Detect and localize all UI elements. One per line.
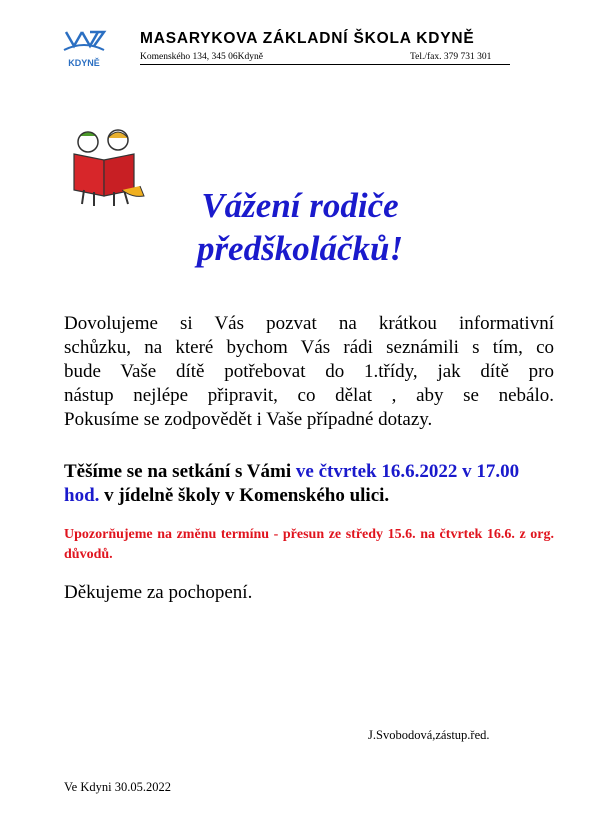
meeting-details — [64, 460, 554, 508]
paragraph-line: nástup nejlépe připravit, co dělat , aby se nebálo. — [64, 385, 554, 406]
greeting-line-2: předškoláčků! — [196, 229, 404, 268]
meeting-location: v jídelně školy v Komenského ulici. — [99, 485, 390, 506]
school-phone: Tel./fax. 379 731 301 — [410, 52, 492, 62]
greeting-line-1: Vážení rodiče — [201, 186, 399, 225]
paragraph-line: Pokusíme se zodpovědět i Vaše případné dotazy. — [64, 409, 433, 430]
meeting-text-start: Těšíme se na setkání s Vámi — [64, 461, 296, 482]
signature: J.Svobodová,zástup.řed. — [368, 728, 490, 742]
school-address: Komenského 134, 345 06Kdyně — [140, 52, 263, 62]
thanks-text: Děkujeme za pochopení. — [64, 582, 253, 603]
document-date: Ve Kdyni 30.05.2022 — [64, 780, 171, 794]
school-logo — [60, 26, 108, 70]
school-name: MASARYKOVA ZÁKLADNÍ ŠKOLA KDYNĚ — [140, 30, 475, 47]
schedule-change-notice: Upozorňujeme na změnu termínu - přesun ze středy 15.6. na čtvrtek 16.6. z org. důvodů. — [64, 527, 554, 562]
meeting-date-time: ve čtvrtek 16.6.2022 v 17.00 hod. — [64, 461, 520, 506]
invitation-paragraph — [64, 312, 554, 432]
paragraph-line: bude Vaše dítě potřebovat do 1.třídy, jak dítě pro — [64, 361, 554, 382]
paragraph-line: schůzku, na které bychom Vás rádi seznámili s tím, co — [64, 337, 554, 358]
logo-text: KDYNĚ — [68, 58, 100, 68]
paragraph-line: Dovolujeme si Vás pozvat na krátkou informativní — [64, 313, 554, 334]
header-divider — [140, 64, 510, 65]
